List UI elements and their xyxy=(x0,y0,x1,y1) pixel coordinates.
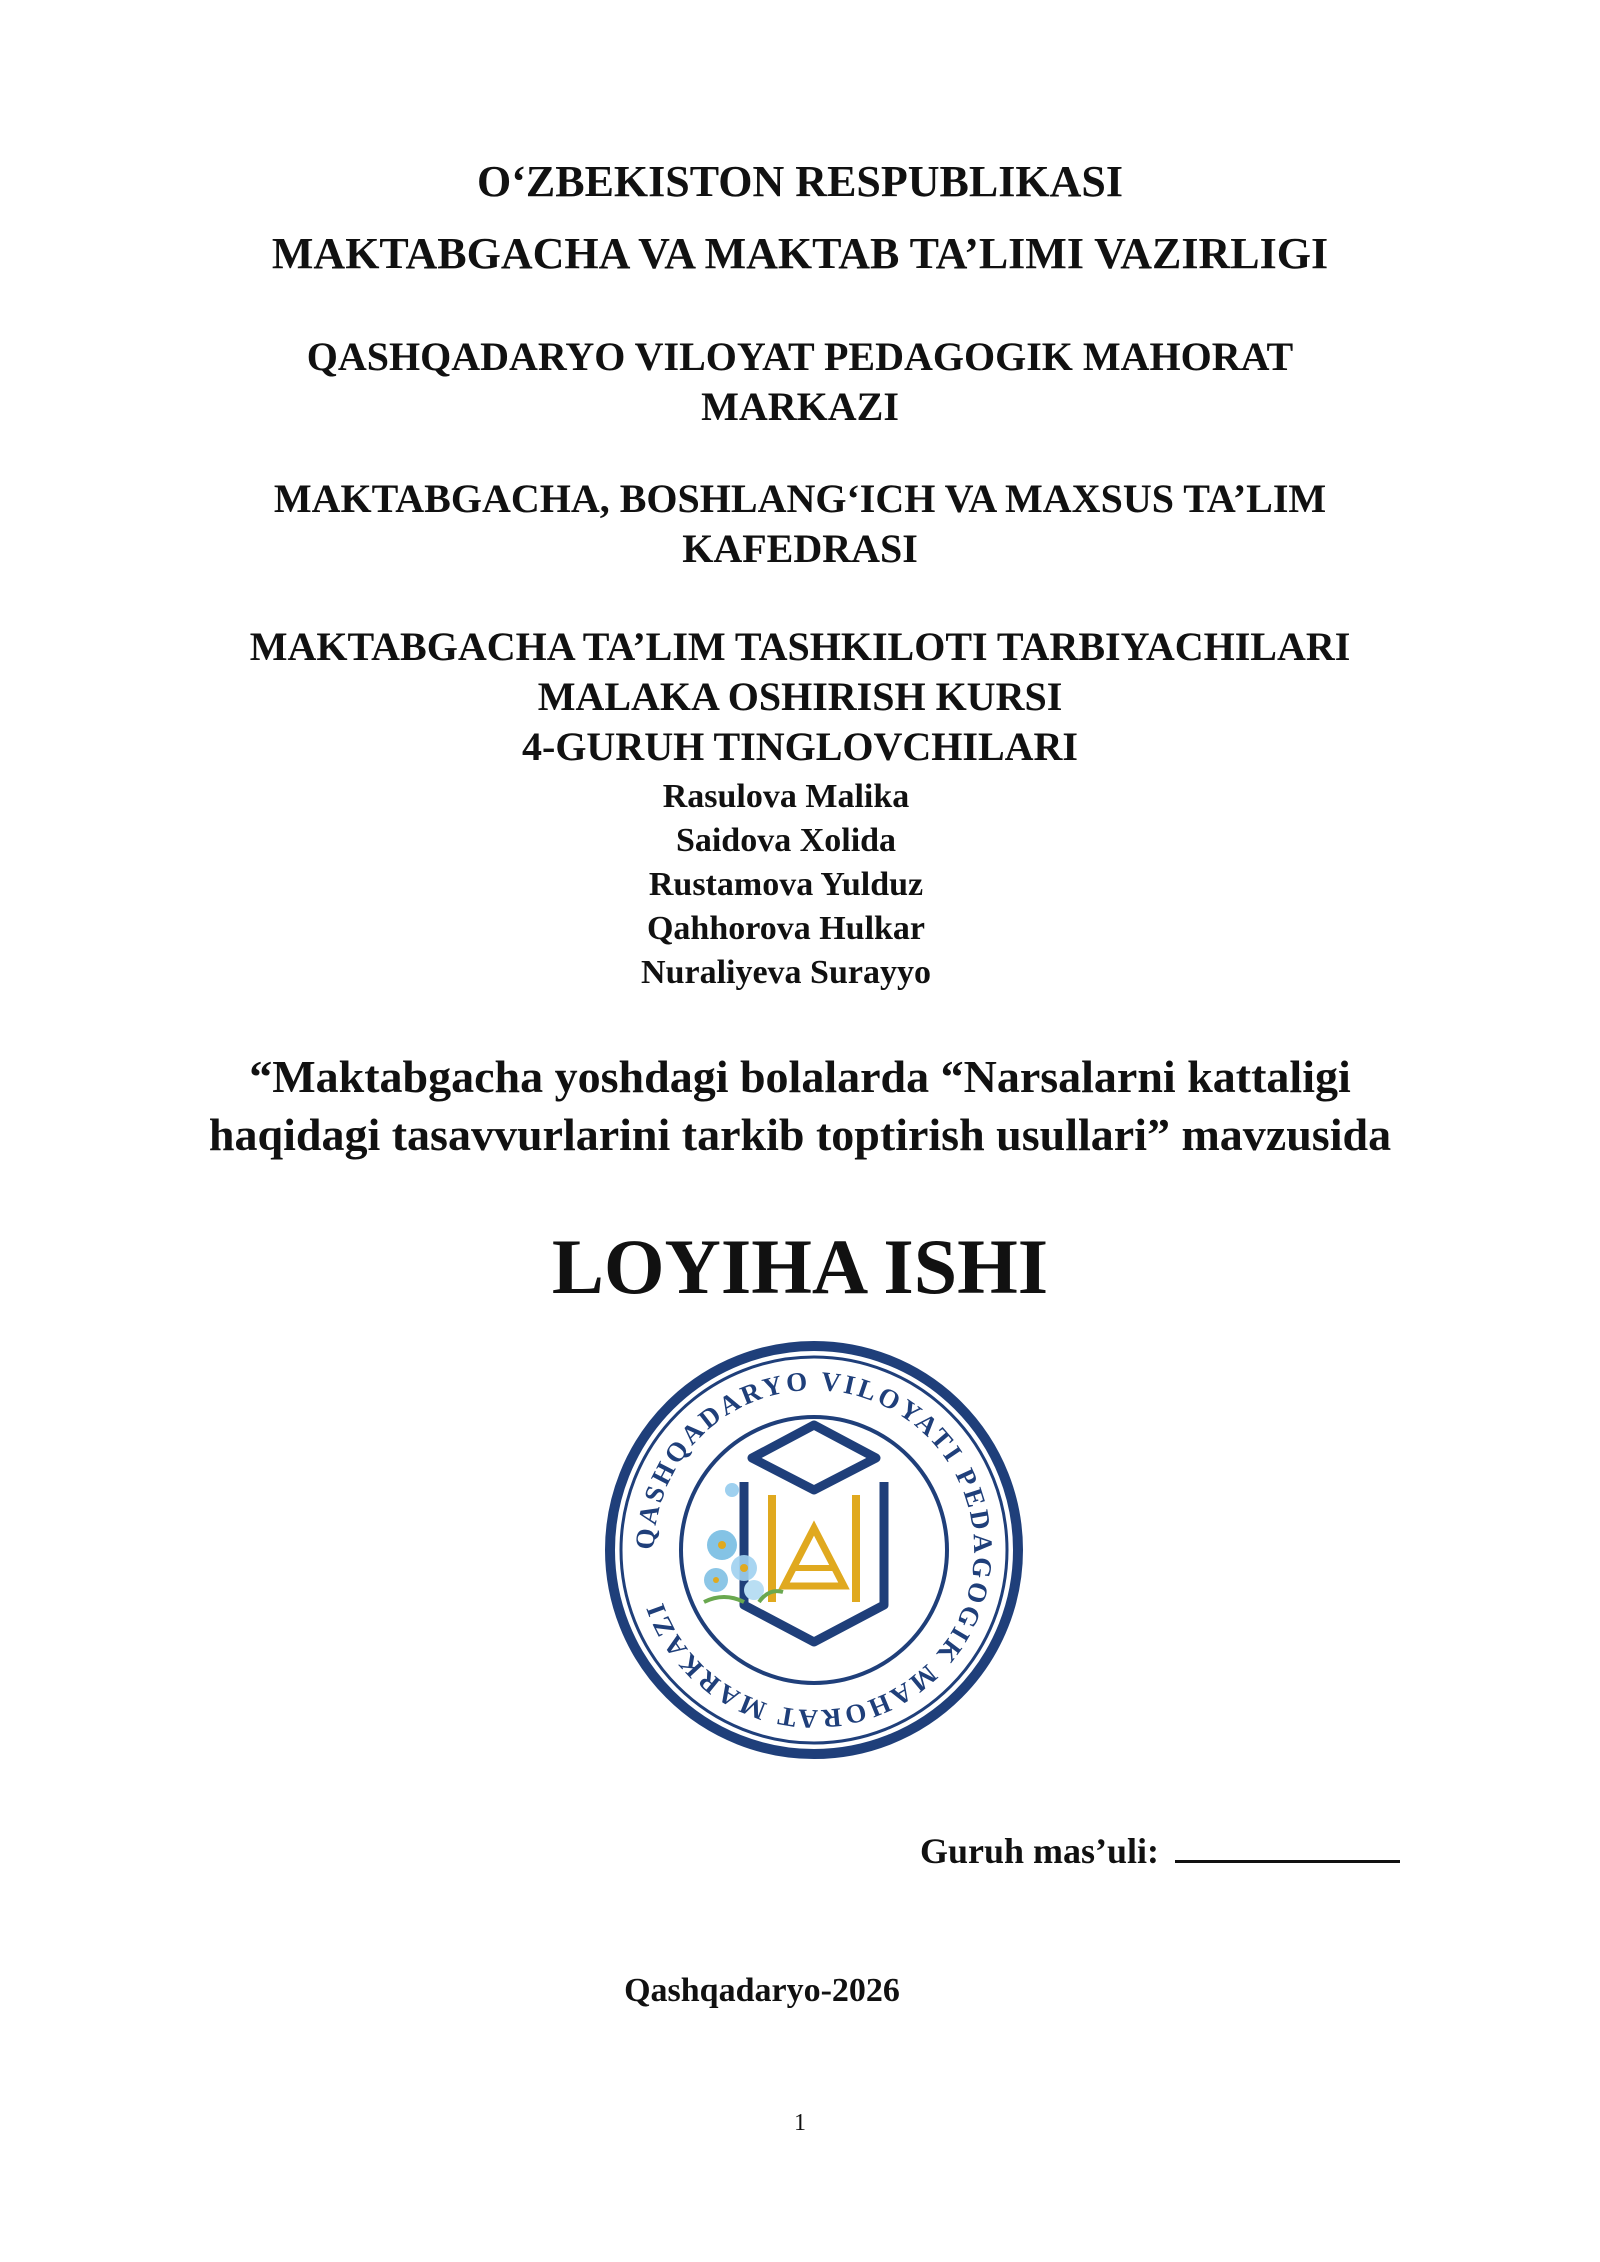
document-title: LOYIHA ISHI xyxy=(551,1223,1049,1310)
member-name: Saidova Xolida xyxy=(675,822,897,859)
group-heading: 4-GURUH TINGLOVCHILARI xyxy=(522,724,1078,769)
course-heading-line2: MALAKA OSHIRISH KURSI xyxy=(537,674,1063,719)
department-heading-line1: MAKTABGACHA, BOSHLANG‘ICH VA MAXSUS TA’LIM xyxy=(273,476,1327,521)
topic-line1: “Maktabgacha yoshdagi bolalarda “Narsalarni kattaligi xyxy=(249,1051,1351,1102)
member-name: Nuraliyeva Surayyo xyxy=(641,954,931,991)
topic-line2: haqidagi tasavvurlarini tarkib toptirish usullari” mavzusida xyxy=(208,1109,1392,1160)
member-name: Rasulova Malika xyxy=(662,778,910,815)
place-year: Qashqadaryo-2026 xyxy=(624,1972,900,2009)
center-heading-line1: QASHQADARYO VILOYAT PEDAGOGIK MAHORAT xyxy=(306,334,1294,379)
member-name: Rustamova Yulduz xyxy=(648,866,924,903)
seal-outer-ring xyxy=(610,1346,1018,1754)
page-number: 1 xyxy=(794,2110,806,2136)
course-heading-line1: MAKTABGACHA TA’LIM TASHKILOTI TARBIYACHILARI xyxy=(249,624,1351,669)
seal-logo xyxy=(604,1340,1024,1760)
seal-ring-text: QASHQADARYO VILOYATI PEDAGOGIK MAHORAT MARKAZI xyxy=(629,1365,999,1735)
department-heading-line2: KAFEDRASI xyxy=(682,526,918,571)
member-name: Qahhorova Hulkar xyxy=(646,910,926,947)
center-heading-line2: MARKAZI xyxy=(701,384,899,429)
ministry-heading: MAKTABGACHA VA MAKTAB TA’LIMI VAZIRLIGI xyxy=(271,229,1329,278)
republic-heading: O‘ZBEKISTON RESPUBLIKASI xyxy=(477,157,1123,206)
signature-blank xyxy=(1175,1830,1400,1863)
group-supervisor-label: Guruh mas’uli: xyxy=(920,1831,1160,1871)
group-supervisor-line xyxy=(920,1830,1400,1872)
